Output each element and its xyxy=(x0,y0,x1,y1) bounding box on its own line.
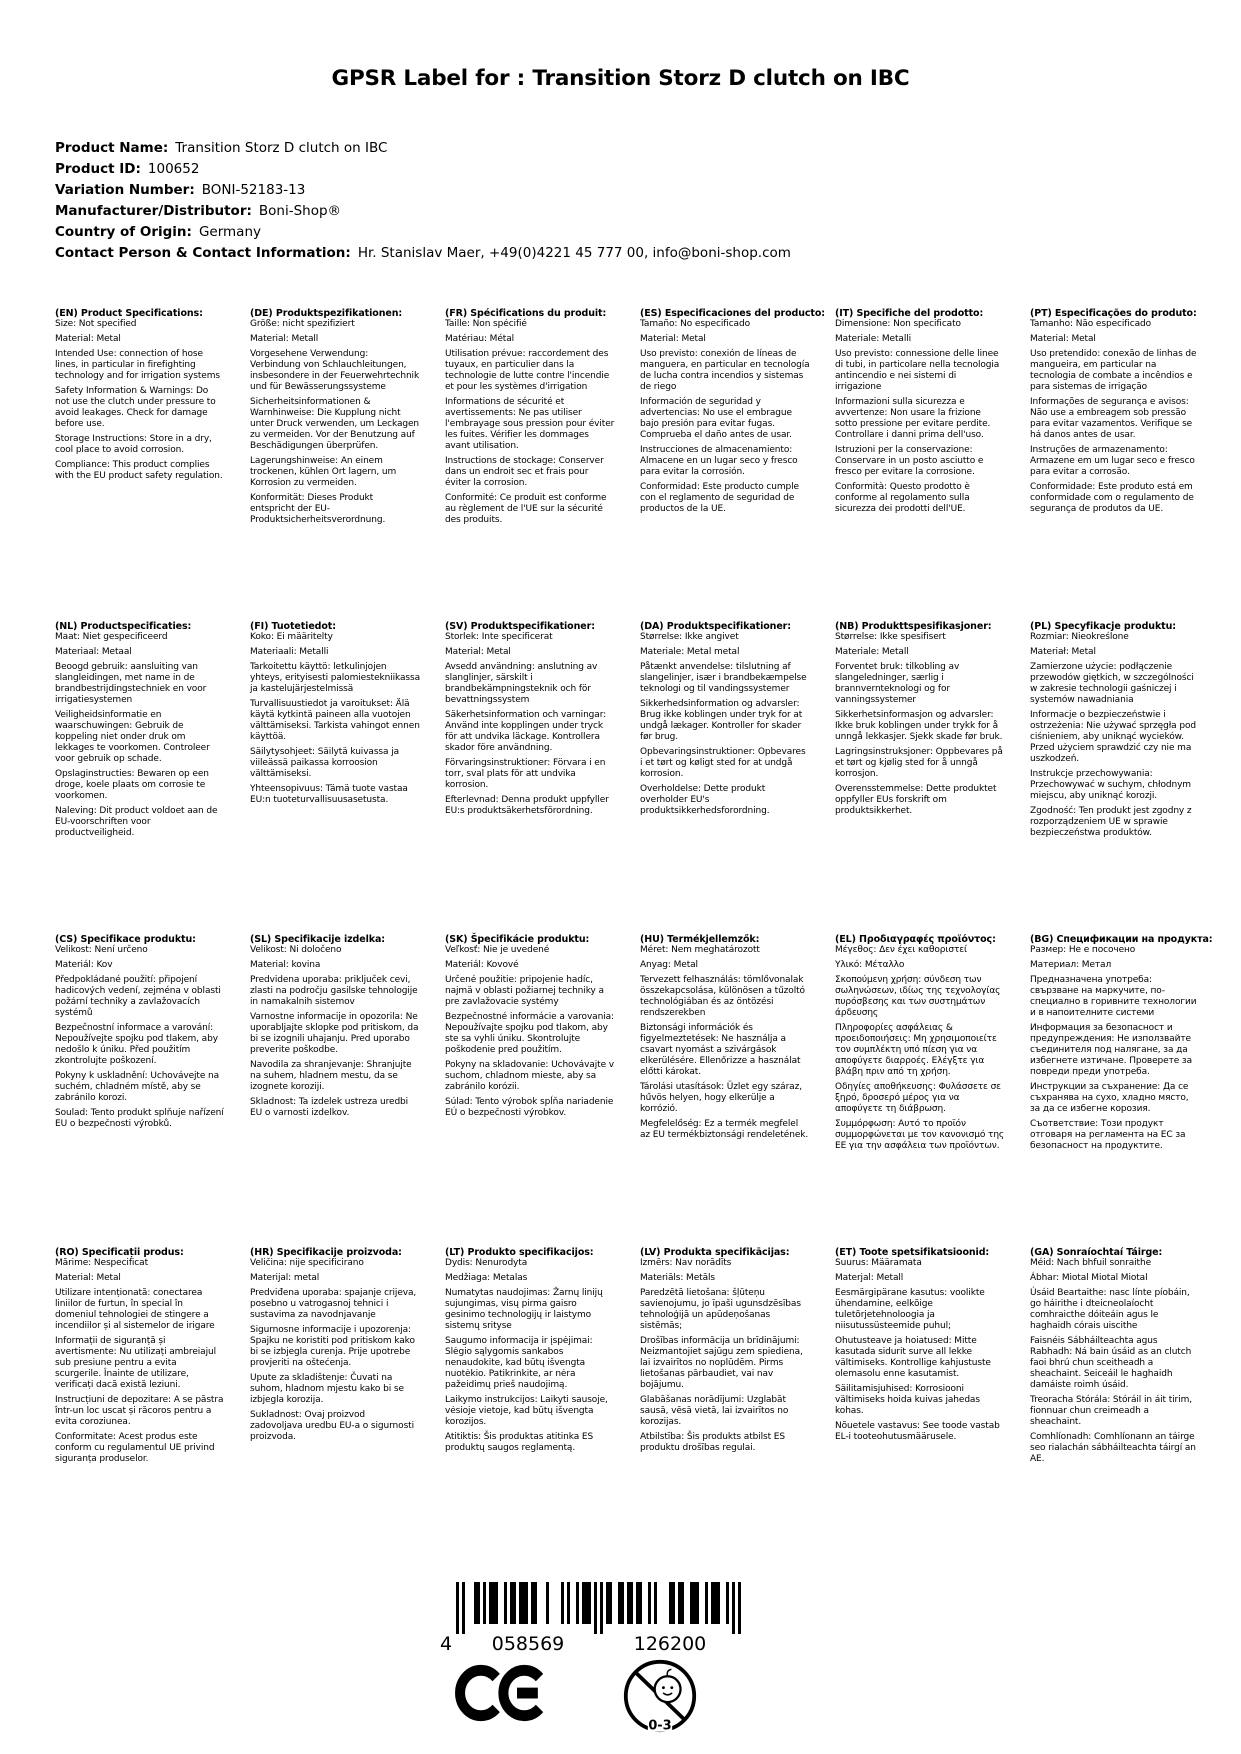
spec-paragraph: Velikost: Ni določeno xyxy=(250,945,342,955)
spec-paragraph: Ohutusteave ja hoiatused: Mitte kasutada sidurit surve all lekke vältimiseks. Kontrollige kahjustuste olemasolu enne kasutamist. xyxy=(835,1336,991,1379)
spec-paragraph: Instrucciones de almacenamiento: Almacene en un lugar seco y fresco para evitar la corrosión. xyxy=(640,445,798,477)
spec-paragraph: Sigurnosne informacije i upozorenja: Spajku ne koristiti pod pritiskom kako bi se izbjegla curenja. Prije upotrebe provjeriti na oštećenja. xyxy=(250,1325,415,1368)
spec-paragraph: Material: Metal xyxy=(55,334,121,344)
spec-block-body xyxy=(445,632,615,817)
product-info-row xyxy=(55,222,791,243)
spec-paragraph: Informacje o bezpieczeństwie i ostrzeżenia: Nie używać sprzęgła pod ciśnieniem, aby uniknąć wycieków. Przed użyciem sprawdzić czy nie ma uszkodzeń. xyxy=(1030,710,1196,764)
ce-mark xyxy=(452,1664,547,1726)
product-info-label: Country of Origin: xyxy=(55,224,192,240)
spec-paragraph: Izmērs: Nav norādīts xyxy=(640,1258,732,1268)
spec-block-body xyxy=(250,945,420,1119)
spec-paragraph: Numatytas naudojimas: Žarnų linijų sujungimas, visų pirma gaisro gesinimo technologijų ir laistymo sistemų srityse xyxy=(445,1288,603,1331)
spec-paragraph: Conformitate: Acest produs este conform cu regulamentul UE privind siguranța produselor. xyxy=(55,1432,215,1464)
age-restriction-symbol xyxy=(622,1658,698,1738)
spec-paragraph: Velikost: Není určeno xyxy=(55,945,148,955)
spec-paragraph: Atbilstība: Šis produkts atbilst ES produktu drošības regulai. xyxy=(640,1432,786,1453)
spec-block-body xyxy=(1030,319,1200,515)
spec-paragraph: Comhlíonadh: Comhlíonann an táirge seo rialachán sábháilteachta táirgí an AE. xyxy=(1030,1432,1196,1464)
spec-paragraph: Glabāšanas norādījumi: Uzglabāt sausā, vēsā vietā, lai izvairītos no korozijas. xyxy=(640,1395,789,1427)
spec-paragraph: Lagringsinstruksjoner: Oppbevares på et tørt og kjølig sted for å unngå korrosjon. xyxy=(835,747,1003,779)
spec-paragraph: Πληροφορίες ασφάλειας & προειδοποιήσεις: Μη χρησιμοποιείτε τον συμπλέκτη υπό πίεση για να αποφύγετε διαρροές. Ελέγξτε για βλάβη πριν από τη χρήση. xyxy=(835,1023,997,1077)
product-info-label: Product ID: xyxy=(55,161,141,177)
spec-block-heading: (SV) Produktspecifikationer: xyxy=(445,621,595,632)
spec-paragraph: Veličina: nije specificirano xyxy=(250,1258,364,1268)
spec-paragraph: Saugumo informacija ir įspėjimai: Slėgio sąlygomis sankabos nenaudokite, kad būtų išvengta nuotėkio. Patikrinkite, ar nėra pažeidimų prieš naudojimą. xyxy=(445,1336,593,1390)
spec-block-body xyxy=(1030,632,1200,839)
spec-paragraph: Drošības informācija un brīdinājumi: Neizmantojiet sajūgu zem spiediena, lai izvairītos no noplūdēm. Pirms lietošanas pārbaudiet, vai nav bojājumu. xyxy=(640,1336,803,1390)
spec-block-es xyxy=(640,308,825,621)
product-info-row xyxy=(55,159,791,180)
spec-block-heading: (ET) Toote spetsifikatsioonid: xyxy=(835,1247,990,1258)
spec-paragraph: Uso previsto: connessione delle linee di tubi, in particolare nella tecnologia antincendio e nei sistemi di irrigazione xyxy=(835,349,1000,392)
spec-block-nl xyxy=(55,621,225,934)
spec-block-cs xyxy=(55,934,225,1247)
spec-paragraph: Informații de siguranță și avertismente: Nu utilizați ambreiajul sub presiune pentru a evita scurgerile. Înainte de utilizare, verificați dacă există leziuni. xyxy=(55,1336,216,1390)
spec-paragraph: Σκοπούμενη χρήση: σύνδεση των σωληνώσεων, ιδίως της τεχνολογίας πυρόσβεσης και των συστημάτων άρδευσης xyxy=(835,975,1001,1018)
spec-block-body xyxy=(640,1258,810,1454)
spec-paragraph: Opbevaringsinstruktioner: Opbevares i et tørt og køligt sted for at undgå korrosion. xyxy=(640,747,806,779)
spec-paragraph: Súlad: Tento výrobok spĺňa nariadenie EÚ o bezpečnosti výrobkov. xyxy=(445,1097,614,1118)
spec-paragraph: Materijal: metal xyxy=(250,1273,320,1283)
spec-block-en xyxy=(55,308,225,621)
spec-paragraph: Tarkoitettu käyttö: letkulinjojen yhteys, erityisesti palomiestekniikassa ja kastelujärjestelmissä xyxy=(250,662,421,694)
spec-block-heading: (DE) Produktspezifikationen: xyxy=(250,308,403,319)
spec-paragraph: Conformità: Questo prodotto è conforme al regolamento sulla sicurezza dei prodotti dell'UE. xyxy=(835,482,970,514)
spec-paragraph: Avsedd användning: anslutning av slanglinjer, särskilt i brandbekämpningsteknik och för bevattningssystem xyxy=(445,662,598,705)
spec-paragraph: Atitiktis: Šis produktas atitinka ES produktų saugos reglamentą. xyxy=(445,1432,594,1453)
spec-block-lt xyxy=(445,1247,615,1560)
barcode-digits-right: 126200 xyxy=(633,1633,707,1655)
spec-paragraph: Informations de sécurité et avertissements: Ne pas utiliser l'embrayage sous pression pour éviter les fuites. Vérifier les dommages avant utilisation. xyxy=(445,397,615,451)
spec-paragraph: Material: kovina xyxy=(250,960,321,970)
spec-paragraph: Οδηγίες αποθήκευσης: Φυλάσσετε σε ξηρό, δροσερό μέρος για να αποφύγετε τη διάβρωση. xyxy=(835,1082,1001,1114)
spec-block-body xyxy=(250,632,420,806)
spec-block-heading: (RO) Specificații produs: xyxy=(55,1247,184,1258)
spec-paragraph: Matériau: Métal xyxy=(445,334,515,344)
spec-paragraph: Efterlevnad: Denna produkt uppfyller EU:s produktsäkerhetsförordning. xyxy=(445,795,609,816)
spec-paragraph: Påtænkt anvendelse: tilslutning af slangelinjer, især i brandbekæmpelse teknologi og til vandingssystemer xyxy=(640,662,807,694)
spec-paragraph: Taille: Non spécifié xyxy=(445,319,527,329)
spec-paragraph: Safety Information & Warnings: Do not use the clutch under pressure to avoid leakages. Check for damage before use. xyxy=(55,386,216,429)
spec-paragraph: Materjal: Metall xyxy=(835,1273,904,1283)
spec-paragraph: Pokyny k uskladnění: Uchovávejte na suchém, chladném místě, aby se zabránilo korozi. xyxy=(55,1071,220,1103)
spec-paragraph: Tárolási utasítások: Üzlet egy száraz, hűvös helyen, hogy elkerülje a korrózió. xyxy=(640,1082,802,1114)
spec-block-heading: (PL) Specyfikacje produktu: xyxy=(1030,621,1176,632)
spec-paragraph: Ábhar: Miotal Miotal Miotal xyxy=(1030,1273,1148,1283)
spec-block-body xyxy=(835,632,1005,817)
spec-paragraph: Pokyny na skladovanie: Uchovávajte v suchom, chladnom mieste, aby sa zabránilo korózii. xyxy=(445,1060,614,1092)
spec-paragraph: Rozmiar: Nieokreślone xyxy=(1030,632,1129,642)
ce-mark-icon xyxy=(452,1664,547,1722)
spec-block-body xyxy=(250,319,420,526)
spec-paragraph: Úsáid Beartaithe: nasc línte píobáin, go háirithe i dteicneolaíocht comhraicthe dóiteáin agus le haghaidh córais uiscithe xyxy=(1030,1288,1190,1331)
spec-block-body xyxy=(640,945,810,1141)
spec-paragraph: Conformité: Ce produit est conforme au règlement de l'UE sur la sécurité des produits. xyxy=(445,493,607,525)
spec-paragraph: Størrelse: Ikke spesifisert xyxy=(835,632,946,642)
page-title: GPSR Label for : Transition Storz D clutch on IBC xyxy=(331,66,910,92)
spec-grid xyxy=(55,308,1225,1560)
product-info-row xyxy=(55,243,791,264)
spec-paragraph: Materiāls: Metāls xyxy=(640,1273,715,1283)
spec-paragraph: Uso previsto: conexión de líneas de manguera, en particular en tecnología de lucha contra incendios y sistemas de riego xyxy=(640,349,810,392)
spec-paragraph: Utilisation prévue: raccordement des tuyaux, en particulier dans la technologie de lutte contre l'incendie et pour les systèmes d'irrigation xyxy=(445,349,610,392)
spec-block-body xyxy=(835,319,1005,515)
spec-block-lv xyxy=(640,1247,810,1560)
spec-paragraph: Skladnost: Ta izdelek ustreza uredbi EU o varnosti izdelkov. xyxy=(250,1097,409,1118)
spec-block-heading: (EL) Προδιαγραφές προϊόντος: xyxy=(835,934,996,945)
spec-block-heading: (SL) Specifikacije izdelka: xyxy=(250,934,385,945)
spec-block-heading: (GA) Sonraíochtaí Táirge: xyxy=(1030,1247,1163,1258)
spec-paragraph: Predviđena uporaba: spajanje crijeva, posebno u vatrogasnoj tehnici i sustavima za navodnjavanje xyxy=(250,1288,417,1320)
spec-paragraph: Anyag: Metal xyxy=(640,960,698,970)
spec-paragraph: Predvidena uporaba: priključek cevi, zlasti na področju gasilske tehnologije in namakalnih sistemov xyxy=(250,975,418,1007)
spec-paragraph: Yhteensopivuus: Tämä tuote vastaa EU:n tuoteturvallisuusasetusta. xyxy=(250,784,408,805)
spec-block-heading: (HU) Termékjellemzők: xyxy=(640,934,760,945)
spec-block-body xyxy=(55,945,225,1130)
spec-block-heading: (NB) Produkttspesifikasjoner: xyxy=(835,621,992,632)
spec-paragraph: Upute za skladištenje: Čuvati na suhom, hladnom mjestu kako bi se izbjegla korozija. xyxy=(250,1373,404,1405)
spec-paragraph: Storage Instructions: Store in a dry, cool place to avoid corrosion. xyxy=(55,434,212,455)
barcode-bars xyxy=(456,1582,741,1634)
spec-block-heading: (IT) Specifiche del prodotto: xyxy=(835,308,984,319)
spec-block-heading: (ES) Especificaciones del producto: xyxy=(640,308,825,319)
spec-block-bg xyxy=(1030,934,1213,1247)
product-info-label: Manufacturer/Distributor: xyxy=(55,203,252,219)
product-info-value: Transition Storz D clutch on IBC xyxy=(175,140,388,156)
barcode-digit-prefix: 4 xyxy=(440,1633,453,1655)
spec-block-da xyxy=(640,621,810,934)
spec-paragraph: Konformität: Dieses Produkt entspricht der EU-Produktsicherheitsverordnung. xyxy=(250,493,386,525)
spec-paragraph: Informações de segurança e avisos: Não use a embreagem sob pressão para evitar vazamentos. Verifique se há danos antes de usar. xyxy=(1030,397,1193,440)
spec-paragraph: Informazioni sulla sicurezza e avvertenze: Non usare la frizione sotto pressione per evitare perdite. Controllare i danni prima dell'uso. xyxy=(835,397,991,440)
spec-paragraph: Mărime: Nespecificat xyxy=(55,1258,148,1268)
barcode-digits-left: 058569 xyxy=(491,1633,565,1655)
spec-paragraph: Faisnéis Sábháilteachta agus Rabhadh: Ná bain úsáid as an clutch faoi bhrú chun sceitheadh a sheachaint. Seiceáil le haghaidh damáiste roimh úsáid. xyxy=(1030,1336,1192,1390)
spec-paragraph: Информация за безопасност и предупреждения: Не използвайте съединителя под налягане, за да избегнете изтичане. Проверете за повреди преди употреба. xyxy=(1030,1023,1193,1077)
spec-paragraph: Materiał: Metal xyxy=(1030,647,1096,657)
spec-paragraph: Suurus: Määramata xyxy=(835,1258,922,1268)
spec-paragraph: Υλικό: Μέταλλο xyxy=(835,960,905,970)
spec-paragraph: Bezpečnostní informace a varování: Nepoužívejte spojku pod tlakem, aby nedošlo k úniku. Před použitím zkontrolujte poškození. xyxy=(55,1023,218,1066)
product-info-row xyxy=(55,201,791,222)
spec-block-body xyxy=(1030,1258,1200,1465)
product-info-label: Variation Number: xyxy=(55,182,195,198)
spec-paragraph: Méid: Nach bhfuil sonraithe xyxy=(1030,1258,1152,1268)
spec-paragraph: Utilizare intenționată: conectarea liniilor de furtun, în special în domeniul tehnologiei de stingere a incendiilor și al sistemelor de irigare xyxy=(55,1288,215,1331)
spec-paragraph: Maat: Niet gespecificeerd xyxy=(55,632,168,642)
spec-block-body xyxy=(835,1258,1005,1443)
spec-paragraph: Säilytysohjeet: Säilytä kuivassa ja viileässä paikassa korroosion välttämiseksi. xyxy=(250,747,400,779)
spec-paragraph: Lagerungshinweise: An einem trockenen, kühlen Ort lagern, um Korrosion zu vermeiden. xyxy=(250,456,397,488)
baby-face-icon xyxy=(655,1676,681,1702)
spec-block-heading: (EN) Product Specifications: xyxy=(55,308,203,319)
spec-block-it xyxy=(835,308,1005,621)
spec-paragraph: Conformidade: Este produto está em conformidade com o regulamento de segurança de produtos da UE. xyxy=(1030,482,1194,514)
spec-paragraph: Größe: nicht spezifiziert xyxy=(250,319,355,329)
spec-block-heading: (SK) Špecifikácie produktu: xyxy=(445,934,590,945)
spec-paragraph: Zgodność: Ten produkt jest zgodny z rozporządzeniem UE w sprawie bezpieczeństwa produktów. xyxy=(1030,806,1192,838)
spec-block-de xyxy=(250,308,420,621)
spec-paragraph: Material: Metal xyxy=(1030,334,1096,344)
spec-paragraph: Určené použitie: pripojenie hadíc, najmä v oblasti požiarnej techniky a pre zavlažovacie systémy xyxy=(445,975,604,1007)
spec-block-body xyxy=(55,319,225,482)
age-restriction-0-3-icon xyxy=(622,1658,698,1734)
spec-block-sk xyxy=(445,934,615,1247)
spec-block-hu xyxy=(640,934,810,1247)
spec-block-heading: (FI) Tuotetiedot: xyxy=(250,621,336,632)
spec-paragraph: Materiál: Kovové xyxy=(445,960,519,970)
spec-paragraph: Turvallisuustiedot ja varoitukset: Älä käytä kytkintä paineen alla vuotojen välttämiseksi. Tarkista vahingot ennen käyttöä. xyxy=(250,699,420,742)
spec-paragraph: Megfelelőség: Ez a termék megfelel az EU termékbiztonsági rendeletének. xyxy=(640,1119,809,1140)
spec-paragraph: Materiale: Metall xyxy=(835,647,909,657)
spec-paragraph: Navodila za shranjevanje: Shranjujte na suhem, hladnem mestu, da se izognete koroziji. xyxy=(250,1060,412,1092)
spec-block-heading: (BG) Спецификации на продукта: xyxy=(1030,934,1213,945)
spec-block-heading: (DA) Produktspecifikationer: xyxy=(640,621,791,632)
spec-block-body xyxy=(445,319,615,526)
spec-paragraph: Съответствие: Този продукт отговаря на регламента на ЕС за безопасност на продуктите. xyxy=(1030,1119,1186,1151)
spec-paragraph: Předpokládané použití: připojení hadicových vedení, zejména v oblasti požární techniky a zavlažovacích systémů xyxy=(55,975,221,1018)
spec-block-body xyxy=(445,945,615,1119)
spec-block-heading: (HR) Specifikacije proizvoda: xyxy=(250,1247,402,1258)
spec-block-body xyxy=(55,632,225,839)
spec-paragraph: Instrukcje przechowywania: Przechowywać w suchym, chłodnym miejscu, aby uniknąć korozji. xyxy=(1030,769,1191,801)
product-info-value: Hr. Stanislav Maer, +49(0)4221 45 777 00, info@boni-shop.com xyxy=(357,245,791,261)
spec-block-pl xyxy=(1030,621,1200,934)
spec-block-ga xyxy=(1030,1247,1200,1560)
spec-paragraph: Biztonsági információk és figyelmeztetések: Ne használja a csavart nyomást a szivárgások elkerülésére. Ellenőrizze a használat előtti károkat. xyxy=(640,1023,801,1077)
spec-paragraph: Forventet bruk: tilkobling av slangeledninger, særlig i brannvernteknologi og for vanningssystemer xyxy=(835,662,960,705)
spec-block-el xyxy=(835,934,1005,1247)
spec-block-et xyxy=(835,1247,1005,1560)
spec-paragraph: Materiale: Metal metal xyxy=(640,647,740,657)
ean-barcode xyxy=(438,1582,758,1660)
spec-block-heading: (LT) Produkto specifikacijos: xyxy=(445,1247,594,1258)
spec-paragraph: Sikkerhedsinformation og advarsler: Brug ikke koblingen under tryk for at undgå lækager. Kontroller for skader før brug. xyxy=(640,699,803,742)
spec-paragraph: Sicherheitsinformationen & Warnhinweise: Die Kupplung nicht unter Druck verwenden, um Leckagen zu vermeiden. Vor der Benutzung auf Beschädigungen überprüfen. xyxy=(250,397,420,451)
spec-paragraph: Veľkosť: Nie je uvedené xyxy=(445,945,550,955)
spec-block-heading: (CS) Specifikace produktu: xyxy=(55,934,196,945)
spec-paragraph: Предназначена употреба: свързване на маркучите, по-специално в горивните технологии и в напоителните системи xyxy=(1030,975,1197,1018)
spec-paragraph: Uso pretendido: conexão de linhas de mangueira, em particular na tecnologia de combate a incêndios e para sistemas de irrigação xyxy=(1030,349,1197,392)
spec-paragraph: Säkerhetsinformation och varningar: Använd inte kopplingen under tryck för att undvika läckage. Kontrollera skador före användning. xyxy=(445,710,607,753)
spec-paragraph: Material: Metal xyxy=(640,334,706,344)
spec-block-body xyxy=(640,632,810,817)
spec-paragraph: Instruções de armazenamento: Armazene em um lugar seco e fresco para evitar a corrosão. xyxy=(1030,445,1195,477)
spec-paragraph: Koko: Ei määritelty xyxy=(250,632,333,642)
spec-block-hr xyxy=(250,1247,420,1560)
spec-paragraph: Paredzētā lietošana: šļūteņu savienojumu, jo īpaši ugunsdzēsības tehnoloģijā un apūdeņošanas sistēmās; xyxy=(640,1288,801,1331)
spec-paragraph: Vorgesehene Verwendung: Verbindung von Schlauchleitungen, insbesondere in der Feuerwehrtechnik und für Bewässerungssysteme xyxy=(250,349,420,392)
spec-paragraph: Naleving: Dit product voldoet aan de EU-voorschriften voor productveiligheid. xyxy=(55,806,218,838)
spec-paragraph: Μέγεθος: Δεν έχει καθοριστεί xyxy=(835,945,967,955)
spec-paragraph: Méret: Nem meghatározott xyxy=(640,945,760,955)
spec-paragraph: Материал: Метал xyxy=(1030,960,1112,970)
spec-paragraph: Συμμόρφωση: Αυτό το προϊόν συμμορφώνεται με τον κανονισμό της ΕΕ για την ασφάλεια των προϊόντων. xyxy=(835,1119,1005,1151)
spec-paragraph: Laikymo instrukcijos: Laikyti sausoje, vėsioje vietoje, kad būtų išvengta korozijos. xyxy=(445,1395,608,1427)
spec-block-heading: (PT) Especificações do produto: xyxy=(1030,308,1197,319)
spec-paragraph: Bezpečnostné informácie a varovania: Nepoužívajte spojku pod tlakom, aby ste sa vyhli úniku. Skontrolujte poškodenie pred použitím. xyxy=(445,1012,614,1055)
spec-block-ro xyxy=(55,1247,225,1560)
spec-paragraph: Istruzioni per la conservazione: Conservare in un posto asciutto e fresco per evitare la corrosione. xyxy=(835,445,984,477)
spec-block-body xyxy=(445,1258,615,1454)
spec-paragraph: Zamierzone użycie: podłączenie przewodów giętkich, w szczególności w zakresie technologii gaśniczej i systemów nawadniania xyxy=(1030,662,1194,705)
product-info-value: 100652 xyxy=(147,161,200,177)
spec-paragraph: Veiligheidsinformatie en waarschuwingen: Gebruik de koppeling niet onder druk om lekkages te voorkomen. Controleer voor gebruik op schade. xyxy=(55,710,210,764)
spec-block-body xyxy=(55,1258,225,1465)
product-info-label: Contact Person & Contact Information: xyxy=(55,245,351,261)
spec-block-fi xyxy=(250,621,420,934)
spec-paragraph: Materiál: Kov xyxy=(55,960,113,970)
spec-paragraph: Säilitamisjuhised: Korrosiooni vältimiseks hoida kuivas jahedas kohas. xyxy=(835,1384,980,1416)
spec-paragraph: Overensstemmelse: Dette produktet oppfyller EUs forskrift om produktsikkerhet. xyxy=(835,784,997,816)
spec-block-pt xyxy=(1030,308,1200,621)
spec-paragraph: Intended Use: connection of hose lines, in particular in firefighting technology and for irrigation systems xyxy=(55,349,220,381)
spec-paragraph: Información de seguridad y advertencias: No use el embrague bajo presión para evitar fugas. Comprueba el daño antes de usar. xyxy=(640,397,792,440)
product-info-label: Product Name: xyxy=(55,140,169,156)
spec-paragraph: Beoogd gebruik: aansluiting van slangleidingen, met name in de brandbestrijdingstechniek en voor irrigatiesystemen xyxy=(55,662,207,705)
spec-paragraph: Instructions de stockage: Conserver dans un endroit sec et frais pour éviter la corrosion. xyxy=(445,456,604,488)
spec-paragraph: Size: Not specified xyxy=(55,319,137,329)
spec-paragraph: Dimensione: Non specificato xyxy=(835,319,961,329)
spec-paragraph: Sukladnost: Ovaj proizvod zadovoljava uredbu EU-a o sigurnosti proizvoda. xyxy=(250,1410,414,1442)
spec-paragraph: Tervezett felhasználás: tömlővonalak összekapcsolása, különösen a tűzoltó technológiában és az öntözési rendszerekben xyxy=(640,975,805,1018)
product-info-row xyxy=(55,180,791,201)
spec-paragraph: Størrelse: Ikke angivet xyxy=(640,632,739,642)
spec-block-body xyxy=(1030,945,1200,1152)
spec-paragraph: Conformidad: Este producto cumple con el reglamento de seguridad de productos de la UE. xyxy=(640,482,799,514)
product-info-row xyxy=(55,138,791,159)
spec-paragraph: Treoracha Stórála: Stóráil in áit tirim, fionnuar chun creimeadh a sheachaint. xyxy=(1030,1395,1192,1427)
spec-paragraph: Materiale: Metalli xyxy=(835,334,912,344)
spec-block-heading: (FR) Spécifications du produit: xyxy=(445,308,607,319)
spec-paragraph: Размер: Не е посочено xyxy=(1030,945,1136,955)
spec-paragraph: Opslaginstructies: Bewaren op een droge, koele plaats om corrosie te voorkomen. xyxy=(55,769,209,801)
spec-paragraph: Eesmärgipärane kasutus: voolikte ühendamine, eelkõige tuletõrjetehnoloogia ja niisutussüsteemide puhul; xyxy=(835,1288,985,1331)
product-info-value: Germany xyxy=(198,224,261,240)
spec-block-heading: (LV) Produkta specifikācijas: xyxy=(640,1247,790,1258)
spec-paragraph: Varnostne informacije in opozorila: Ne uporabljajte sklopke pod pritiskom, da bi se izognili uhajanju. Pred uporabo preverite poškodbe. xyxy=(250,1012,419,1055)
spec-block-body xyxy=(640,319,810,515)
spec-paragraph: Overholdelse: Dette produkt overholder EU's produktsikkerhedsforordning. xyxy=(640,784,770,816)
spec-paragraph: Dydis: Nenurodyta xyxy=(445,1258,528,1268)
spec-block-heading: (NL) Productspecificaties: xyxy=(55,621,192,632)
label-footer xyxy=(0,1570,1241,1754)
spec-paragraph: Compliance: This product complies with the EU product safety regulation. xyxy=(55,460,223,481)
product-info-value: BONI-52183-13 xyxy=(201,182,306,198)
barcode-icon xyxy=(438,1582,758,1656)
spec-paragraph: Инструкции за съхранение: Да се съхранява на сухо, хладно място, за да се избегне корозия. xyxy=(1030,1082,1189,1114)
product-info xyxy=(55,138,791,264)
spec-paragraph: Nõuetele vastavus: See toode vastab EL-i tooteohutusmäärusele. xyxy=(835,1421,1000,1442)
spec-paragraph: Material: Metal xyxy=(445,647,511,657)
spec-paragraph: Materiaal: Metaal xyxy=(55,647,132,657)
spec-paragraph: Instrucțiuni de depozitare: A se păstra într-un loc uscat și răcoros pentru a evita coroziunea. xyxy=(55,1395,224,1427)
spec-paragraph: Materiaali: Metalli xyxy=(250,647,329,657)
spec-paragraph: Tamaño: No especificado xyxy=(640,319,750,329)
spec-block-nb xyxy=(835,621,1005,934)
spec-block-body xyxy=(835,945,1005,1152)
product-info-value: Boni-Shop® xyxy=(258,203,342,219)
spec-paragraph: Material: Metal xyxy=(55,1273,121,1283)
spec-paragraph: Medžiaga: Metalas xyxy=(445,1273,528,1283)
spec-paragraph: Förvaringsinstruktioner: Förvara i en torr, sval plats för att undvika korrosion. xyxy=(445,758,606,790)
spec-block-body xyxy=(250,1258,420,1443)
spec-paragraph: Storlek: Inte specificerat xyxy=(445,632,553,642)
spec-block-sl xyxy=(250,934,420,1247)
age-restriction-text: 0-3 xyxy=(648,1718,672,1734)
spec-block-sv xyxy=(445,621,615,934)
spec-paragraph: Soulad: Tento produkt splňuje nařízení EU o bezpečnosti výrobků. xyxy=(55,1108,224,1129)
spec-paragraph: Material: Metall xyxy=(250,334,319,344)
spec-block-fr xyxy=(445,308,615,621)
spec-paragraph: Tamanho: Não especificado xyxy=(1030,319,1152,329)
spec-paragraph: Sikkerhetsinformasjon og advarsler: Ikke bruk koblingen under trykk for å unngå lekkasjer. Sjekk skade før bruk. xyxy=(835,710,1003,742)
